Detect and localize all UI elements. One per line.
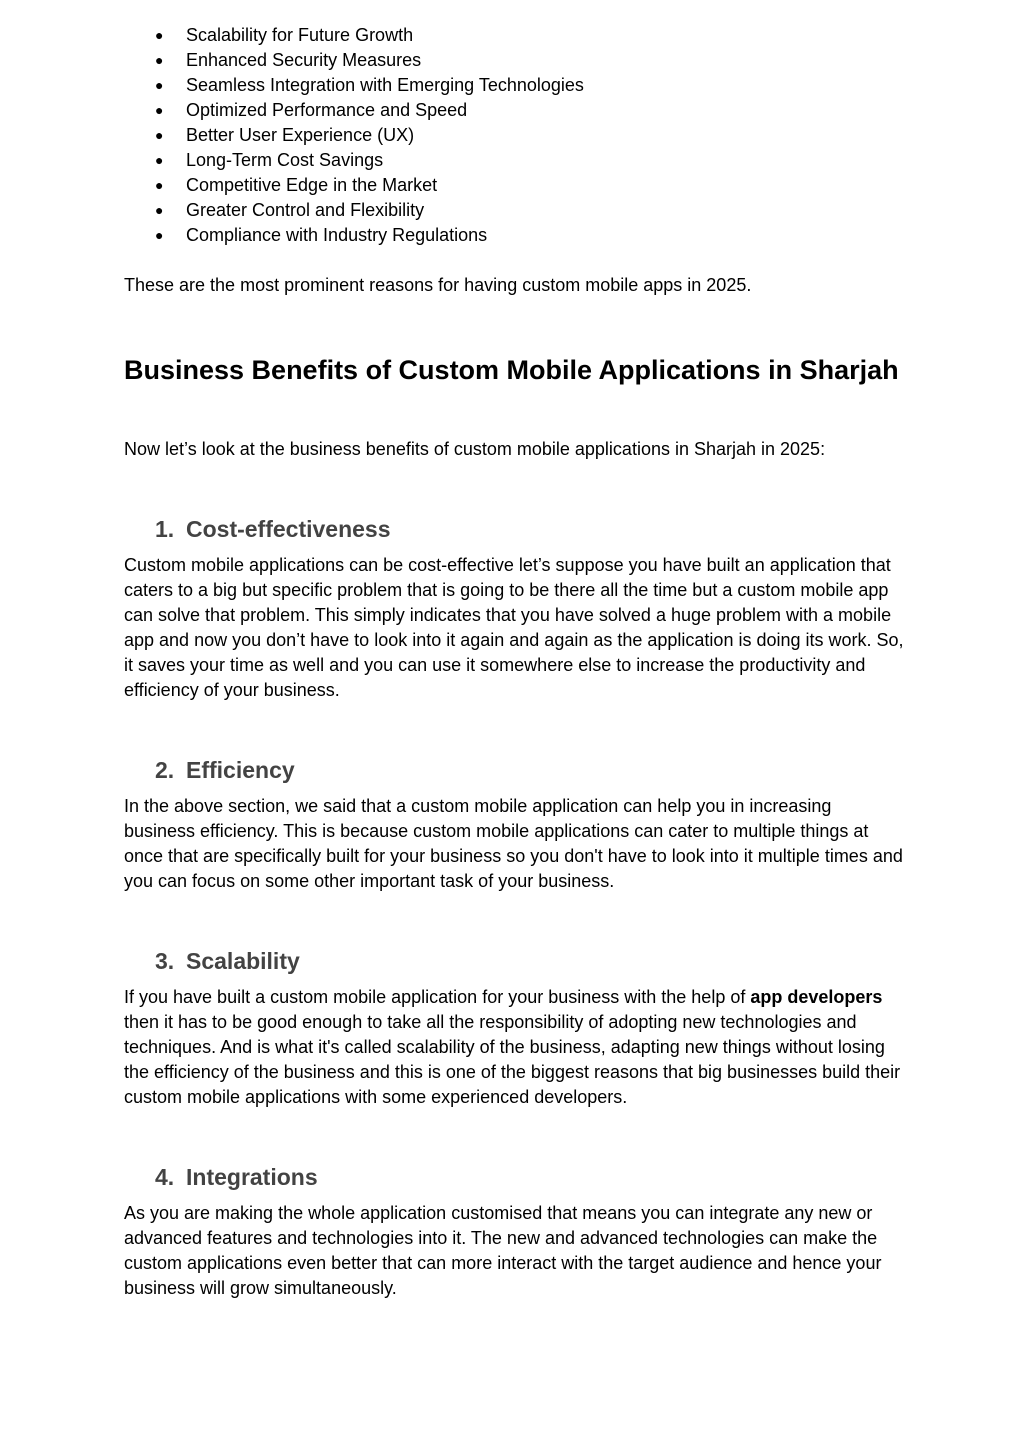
list-item [124,198,584,223]
section-title: Integrations [186,1164,318,1190]
list-item [124,173,584,198]
section-heading-scalability [155,946,300,976]
list-item-text: Enhanced Security Measures [186,50,422,70]
section-title: Cost-effectiveness [186,516,391,542]
body-text: then it has to be good enough to take all the responsibility of adopting new technologies and techniques. And is what it's called scalability of the business, adapting new things without losing the efficiency of the business and this is one of the biggest reasons that big businesses build their custom mobile applications with some experienced developers. [124,1012,901,1107]
list-item-text: Scalability for Future Growth [186,25,414,45]
bullet-icon: ● [155,177,164,193]
list-item-text: Long-Term Cost Savings [186,150,384,170]
section-title: Efficiency [186,757,295,783]
bullet-icon: ● [155,27,164,43]
list-item-text: Optimized Performance and Speed [186,100,468,120]
list-item-text: Seamless Integration with Emerging Technologies [186,75,584,95]
section-body-efficiency: In the above section, we said that a custom mobile application can help you in increasing business efficiency. This is because custom mobile applications can cater to multiple things at once that are specifically built for your business so you don't have to look into it multiple times and you can focus on some other important task of your business. [124,796,903,891]
list-item [124,48,584,73]
bullet-icon: ● [155,127,164,143]
bullet-icon: ● [155,202,164,218]
section-heading-cost-effectiveness [155,514,391,544]
bullet-icon: ● [155,77,164,93]
section-number: 2. [155,757,175,783]
list-item-text: Compliance with Industry Regulations [186,225,488,245]
list-item [124,223,584,248]
section-number: 3. [155,948,175,974]
reasons-list [124,23,584,248]
bullet-icon: ● [155,52,164,68]
list-item [124,98,584,123]
intro-paragraph: Now let’s look at the business benefits of custom mobile applications in Sharjah in 2025: [124,439,826,459]
app-developers-link-text: app developers [750,987,883,1007]
list-item [124,148,584,173]
section-body-integrations: As you are making the whole application customised that means you can integrate any new or advanced features and technologies into it. The new and advanced technologies can make the custom applications even better that can more interact with the target audience and hence your business will grow simultaneously. [124,1203,882,1298]
section-title: Scalability [186,948,300,974]
list-item [124,123,584,148]
bullet-icon: ● [155,152,164,168]
section-number: 1. [155,516,175,542]
section-body-cost-effectiveness: Custom mobile applications can be cost-effective let’s suppose you have built an application that caters to a big but specific problem that is going to be there all the time but a custom mobile app can solve that problem. This simply indicates that you have solved a huge problem with a mobile app and now you don’t have to look into it again and again as the application is doing its work. So, it saves your time as well and you can use it somewhere else to increase the productivity and efficiency of your business. [124,555,904,700]
section-number: 4. [155,1164,175,1190]
list-item-text: Better User Experience (UX) [186,125,415,145]
summary-paragraph: These are the most prominent reasons for having custom mobile apps in 2025. [124,275,752,295]
body-text: If you have built a custom mobile application for your business with the help of [124,987,751,1007]
list-item [124,73,584,98]
section-body-scalability [124,985,904,1110]
section-heading-integrations [155,1162,318,1192]
bullet-icon: ● [155,102,164,118]
main-heading: Business Benefits of Custom Mobile Applications in Sharjah [124,355,899,385]
section-heading-efficiency [155,755,295,785]
bullet-icon: ● [155,227,164,243]
list-item-text: Competitive Edge in the Market [186,175,438,195]
list-item [124,23,584,48]
list-item-text: Greater Control and Flexibility [186,200,425,220]
